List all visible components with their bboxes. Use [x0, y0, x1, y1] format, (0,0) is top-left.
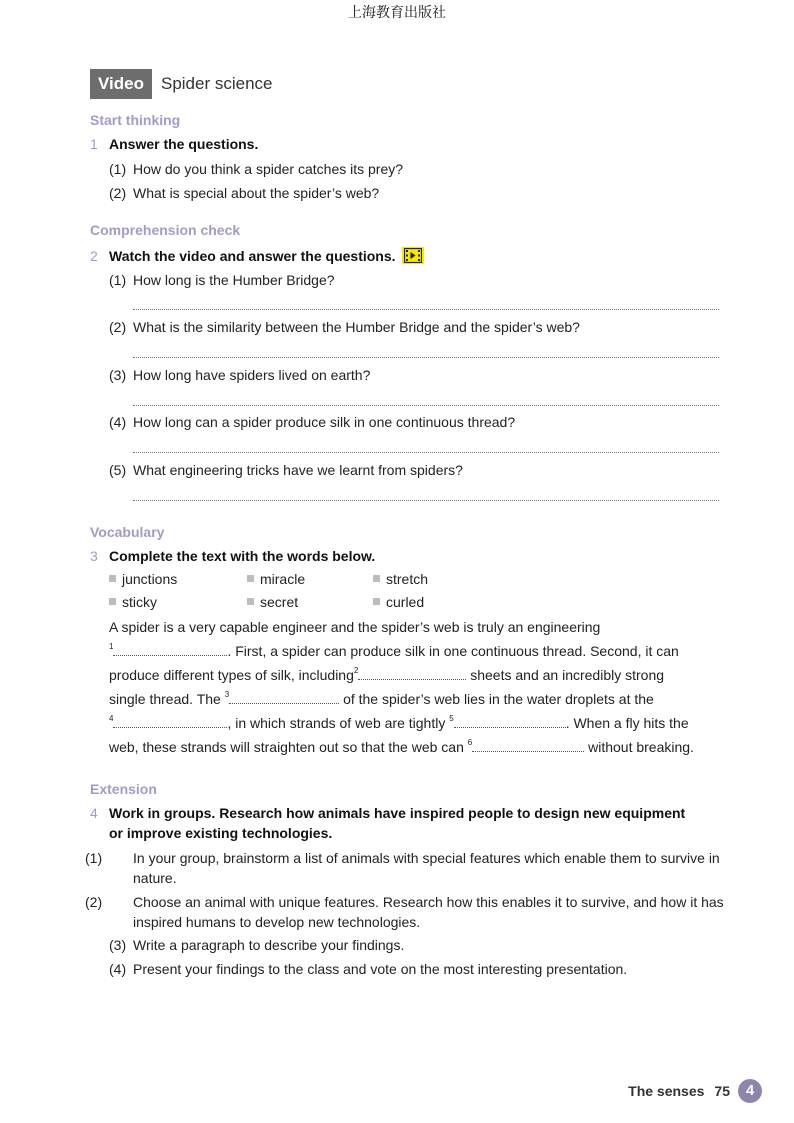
word-option	[373, 594, 424, 610]
list-item	[85, 892, 743, 932]
question-instruction: or improve existing technologies.	[109, 825, 333, 841]
item-number: (3)	[109, 937, 127, 953]
question-4-heading	[90, 805, 685, 821]
item-text: What is the similarity between the Humber Bridge and the spider’s web?	[133, 319, 580, 335]
answer-line[interactable]	[133, 500, 719, 501]
square-bullet-icon	[247, 598, 254, 605]
paragraph-line	[109, 617, 600, 637]
square-bullet-icon	[247, 575, 254, 582]
item-number: (2)	[85, 894, 103, 910]
section-title	[90, 69, 273, 99]
unit-title: The senses	[628, 1083, 705, 1099]
paragraph-text: . First, a spider can produce silk in one continuous thread. Second, it can	[227, 643, 679, 659]
item-number: (2)	[109, 185, 127, 201]
word-option	[247, 594, 298, 610]
word-text: secret	[260, 594, 299, 610]
blank-5[interactable]	[454, 713, 566, 728]
paragraph-text: A spider is a very capable engineer and the spider’s web is truly an engineering	[109, 619, 601, 635]
square-bullet-icon	[109, 575, 116, 582]
item-number: (1)	[109, 161, 127, 177]
blank-number: 6	[467, 738, 473, 747]
list-item	[109, 365, 370, 385]
answer-line[interactable]	[133, 309, 719, 310]
square-bullet-icon	[373, 598, 380, 605]
question-instruction: Watch the video and answer the questions.	[109, 247, 396, 264]
item-text: How do you think a spider catches its prey?	[133, 161, 404, 177]
paragraph-text: produce different types of silk, including	[109, 667, 354, 683]
paragraph-line	[109, 689, 654, 709]
question-number: 2	[90, 247, 98, 264]
item-text: What engineering tricks have we learnt from spiders?	[133, 462, 463, 478]
square-bullet-icon	[373, 575, 380, 582]
paragraph-text: without breaking.	[588, 739, 694, 755]
item-number: (4)	[109, 414, 127, 430]
question-2-heading	[90, 247, 424, 264]
item-text: Present your findings to the class and vote on the most interesting presentation.	[133, 961, 628, 977]
heading-comprehension-check: Comprehension check	[90, 222, 241, 238]
paragraph-line	[109, 737, 694, 757]
blank-3[interactable]	[229, 689, 339, 704]
item-number: (1)	[85, 850, 103, 866]
page-footer	[628, 1079, 762, 1103]
question-instruction: Answer the questions.	[109, 136, 259, 152]
blank-6[interactable]	[472, 737, 584, 752]
list-item	[109, 412, 515, 432]
word-option	[109, 594, 157, 610]
heading-start-thinking: Start thinking	[90, 112, 181, 128]
item-text: Choose an animal with unique features. Research how this enables it to survive, and how it has inspired humans to develop new technologies.	[133, 894, 724, 930]
paragraph-text: , in which strands of web are tightly	[227, 715, 446, 731]
word-option	[109, 571, 177, 587]
question-number: 3	[90, 548, 98, 564]
question-number: 1	[90, 136, 98, 152]
list-item	[109, 959, 627, 979]
list-item	[109, 270, 335, 290]
item-number: (3)	[109, 367, 127, 383]
blank-number: 5	[449, 714, 454, 723]
blank-1[interactable]	[113, 641, 227, 656]
list-item	[85, 848, 743, 888]
video-tag: Video	[90, 69, 152, 99]
item-text: What is special about the spider’s web?	[133, 185, 380, 201]
word-text: miracle	[260, 571, 306, 587]
item-text: Write a paragraph to describe your findings.	[133, 937, 405, 953]
film-icon	[402, 247, 424, 264]
list-item	[109, 460, 463, 480]
list-item	[109, 935, 404, 955]
blank-number: 1	[109, 642, 114, 651]
blank-number: 3	[224, 690, 230, 699]
answer-line[interactable]	[133, 405, 719, 406]
paragraph-text: of the spider’s web lies in the water droplets at the	[343, 691, 654, 707]
word-text: curled	[386, 594, 425, 610]
question-instruction: Work in groups. Research how animals have inspired people to design new equipment	[109, 805, 686, 821]
page-number: 75	[714, 1083, 730, 1099]
square-bullet-icon	[109, 598, 116, 605]
blank-4[interactable]	[113, 713, 227, 728]
list-item	[109, 159, 403, 179]
unit-badge: 4	[738, 1079, 762, 1103]
paragraph-text: sheets and an incredibly strong	[470, 667, 665, 683]
item-text: How long can a spider produce silk in one continuous thread?	[133, 414, 516, 430]
list-item	[109, 183, 379, 203]
list-item	[109, 317, 580, 337]
paragraph-text: web, these strands will straighten out so that the web can	[109, 739, 464, 755]
item-number: (5)	[109, 462, 127, 478]
blank-number: 2	[353, 666, 359, 675]
item-number: (2)	[109, 319, 127, 335]
question-3-heading	[90, 548, 375, 564]
blank-number: 4	[109, 714, 114, 723]
blank-2[interactable]	[358, 665, 466, 680]
answer-line[interactable]	[133, 452, 719, 453]
paragraph-text: single thread. The	[109, 691, 221, 707]
word-text: junctions	[122, 571, 178, 587]
page-title: Spider science	[160, 74, 273, 93]
answer-line[interactable]	[133, 357, 719, 358]
heading-extension: Extension	[90, 781, 157, 797]
paragraph-line	[109, 713, 689, 733]
word-option	[247, 571, 305, 587]
word-text: sticky	[122, 594, 157, 610]
question-instruction: Complete the text with the words below.	[109, 548, 376, 564]
paragraph-text: . When a fly hits the	[565, 715, 689, 731]
paragraph-line	[109, 665, 664, 685]
question-4-heading-cont	[90, 825, 332, 841]
heading-vocabulary: Vocabulary	[90, 524, 165, 540]
item-text: How long have spiders lived on earth?	[133, 367, 371, 383]
item-text: How long is the Humber Bridge?	[133, 272, 335, 288]
question-1-heading	[90, 136, 258, 152]
item-number: (4)	[109, 961, 127, 977]
word-text: stretch	[386, 571, 429, 587]
item-text: In your group, brainstorm a list of animals with special features which enable them to survive in nature.	[133, 850, 720, 886]
question-number: 4	[90, 805, 98, 821]
publisher-name: 上海教育出版社	[348, 5, 446, 21]
item-number: (1)	[109, 272, 127, 288]
paragraph-line	[109, 641, 679, 661]
word-option	[373, 571, 428, 587]
